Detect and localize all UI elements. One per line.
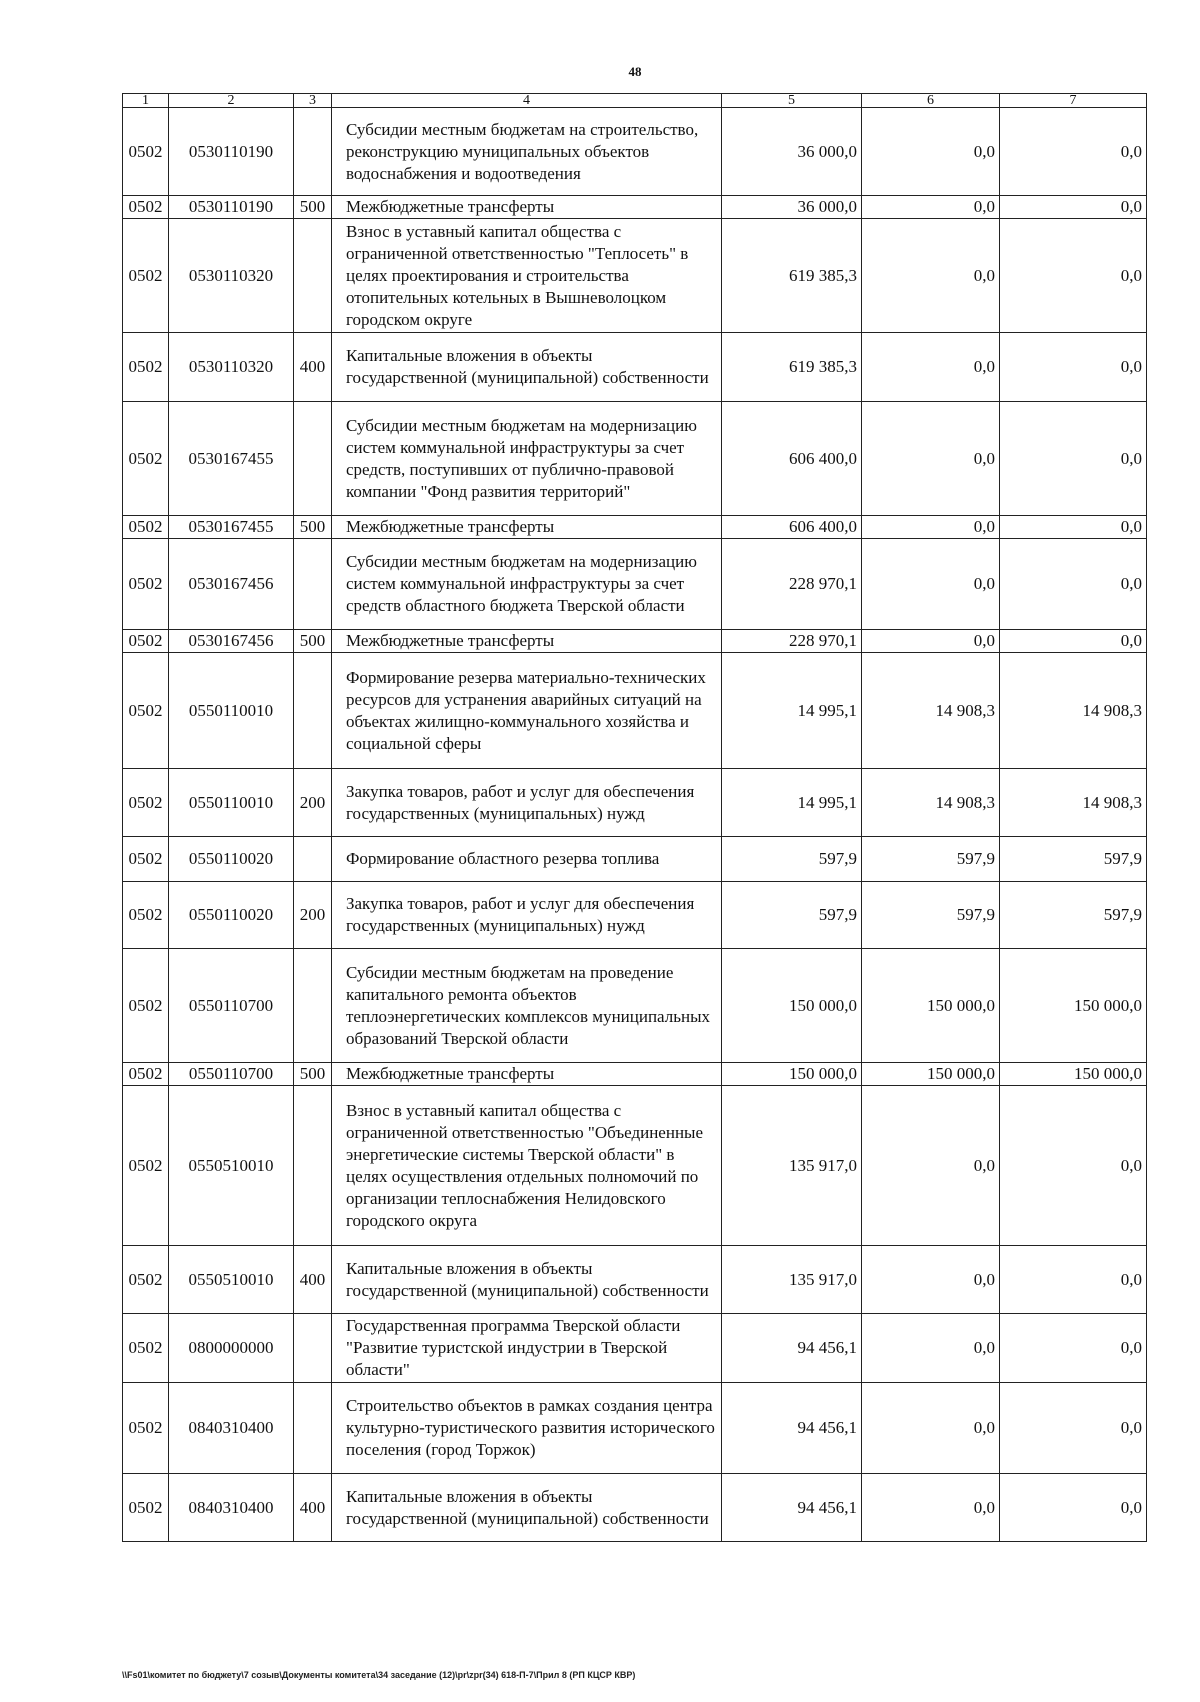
- amount-year2-cell: 0,0: [862, 1314, 1000, 1383]
- amount-year3-cell: 597,9: [1000, 882, 1147, 949]
- amount-year1-cell: 14 995,1: [722, 769, 862, 837]
- column-header: 3: [294, 94, 332, 108]
- amount-year1-cell: 94 456,1: [722, 1314, 862, 1383]
- description-cell: Субсидии местным бюджетам на модернизацию систем коммунальной инфраструктуры за счет средств областного бюджета Тверской области: [332, 539, 722, 630]
- table-row: [123, 1383, 1147, 1474]
- description-cell: Строительство объектов в рамках создания центра культурно-туристического развития исторического поселения (город Торжок): [332, 1383, 722, 1474]
- column-header: 7: [1000, 94, 1147, 108]
- table-row: [123, 949, 1147, 1063]
- table-row: [123, 882, 1147, 949]
- amount-year3-cell: 597,9: [1000, 837, 1147, 882]
- target-article-cell: 0550110020: [169, 837, 294, 882]
- description-cell: Взнос в уставный капитал общества с ограниченной ответственностью "Теплосеть" в целях проектирования и строительства отопительных котельных в Вышневолоцком городском округе: [332, 219, 722, 333]
- description-cell: Капитальные вложения в объекты государственной (муниципальной) собственности: [332, 1246, 722, 1314]
- amount-year2-cell: 0,0: [862, 333, 1000, 402]
- table-row: [123, 837, 1147, 882]
- expense-type-cell: 400: [294, 333, 332, 402]
- amount-year1-cell: 228 970,1: [722, 539, 862, 630]
- section-code-cell: 0502: [123, 219, 169, 333]
- amount-year2-cell: 150 000,0: [862, 1063, 1000, 1086]
- expense-type-cell: 400: [294, 1474, 332, 1542]
- amount-year3-cell: 14 908,3: [1000, 769, 1147, 837]
- target-article-cell: 0530110320: [169, 333, 294, 402]
- description-cell: Субсидии местным бюджетам на строительство, реконструкцию муниципальных объектов водоснабжения и водоотведения: [332, 108, 722, 196]
- section-code-cell: 0502: [123, 837, 169, 882]
- amount-year3-cell: 0,0: [1000, 1383, 1147, 1474]
- amount-year3-cell: 0,0: [1000, 1314, 1147, 1383]
- section-code-cell: 0502: [123, 769, 169, 837]
- amount-year3-cell: 0,0: [1000, 1086, 1147, 1246]
- description-cell: Субсидии местным бюджетам на проведение капитального ремонта объектов теплоэнергетических комплексов муниципальных образований Тверской области: [332, 949, 722, 1063]
- amount-year2-cell: 0,0: [862, 1086, 1000, 1246]
- table-row: [123, 1474, 1147, 1542]
- section-code-cell: 0502: [123, 949, 169, 1063]
- column-header: 5: [722, 94, 862, 108]
- section-code-cell: 0502: [123, 1383, 169, 1474]
- amount-year1-cell: 606 400,0: [722, 516, 862, 539]
- amount-year3-cell: 0,0: [1000, 333, 1147, 402]
- expense-type-cell: [294, 1383, 332, 1474]
- amount-year1-cell: 597,9: [722, 882, 862, 949]
- target-article-cell: 0550510010: [169, 1086, 294, 1246]
- amount-year2-cell: 0,0: [862, 630, 1000, 653]
- amount-year1-cell: 150 000,0: [722, 1063, 862, 1086]
- section-code-cell: 0502: [123, 1314, 169, 1383]
- amount-year1-cell: 36 000,0: [722, 108, 862, 196]
- table-row: [123, 108, 1147, 196]
- table-row: [123, 516, 1147, 539]
- amount-year2-cell: 0,0: [862, 516, 1000, 539]
- table-row: [123, 1086, 1147, 1246]
- section-code-cell: 0502: [123, 630, 169, 653]
- description-cell: Межбюджетные трансферты: [332, 630, 722, 653]
- target-article-cell: 0800000000: [169, 1314, 294, 1383]
- table-row: [123, 333, 1147, 402]
- page-number: 48: [628, 64, 642, 79]
- amount-year2-cell: 0,0: [862, 196, 1000, 219]
- amount-year3-cell: 0,0: [1000, 108, 1147, 196]
- amount-year3-cell: 150 000,0: [1000, 949, 1147, 1063]
- amount-year1-cell: 619 385,3: [722, 219, 862, 333]
- expense-type-cell: 200: [294, 882, 332, 949]
- target-article-cell: 0550510010: [169, 1246, 294, 1314]
- table-row: [123, 769, 1147, 837]
- amount-year2-cell: 14 908,3: [862, 769, 1000, 837]
- expense-type-cell: 200: [294, 769, 332, 837]
- description-cell: Межбюджетные трансферты: [332, 516, 722, 539]
- target-article-cell: 0840310400: [169, 1474, 294, 1542]
- table-row: [123, 196, 1147, 219]
- table-row: [123, 1246, 1147, 1314]
- target-article-cell: 0530110190: [169, 196, 294, 219]
- amount-year3-cell: 0,0: [1000, 402, 1147, 516]
- expense-type-cell: [294, 1086, 332, 1246]
- description-cell: Субсидии местным бюджетам на модернизацию систем коммунальной инфраструктуры за счет средств, поступивших от публично-правовой компании "Фонд развития территорий": [332, 402, 722, 516]
- description-cell: Взнос в уставный капитал общества с ограниченной ответственностью "Объединенные энергетические системы Тверской области" в целях осуществления отдельных полномочий по организации теплоснабжения Нелидовского городского округа: [332, 1086, 722, 1246]
- expense-type-cell: [294, 837, 332, 882]
- expense-type-cell: [294, 108, 332, 196]
- target-article-cell: 0530110320: [169, 219, 294, 333]
- amount-year2-cell: 0,0: [862, 1246, 1000, 1314]
- amount-year1-cell: 94 456,1: [722, 1474, 862, 1542]
- table-header-row: [123, 94, 1147, 108]
- amount-year1-cell: 135 917,0: [722, 1246, 862, 1314]
- amount-year2-cell: 597,9: [862, 837, 1000, 882]
- section-code-cell: 0502: [123, 653, 169, 769]
- column-header: 4: [332, 94, 722, 108]
- expense-type-cell: 400: [294, 1246, 332, 1314]
- target-article-cell: 0530167456: [169, 539, 294, 630]
- amount-year1-cell: 228 970,1: [722, 630, 862, 653]
- target-article-cell: 0550110020: [169, 882, 294, 949]
- amount-year3-cell: 14 908,3: [1000, 653, 1147, 769]
- expense-type-cell: 500: [294, 1063, 332, 1086]
- target-article-cell: 0550110010: [169, 769, 294, 837]
- amount-year2-cell: 150 000,0: [862, 949, 1000, 1063]
- expense-type-cell: 500: [294, 516, 332, 539]
- target-article-cell: 0550110700: [169, 1063, 294, 1086]
- amount-year2-cell: 0,0: [862, 219, 1000, 333]
- section-code-cell: 0502: [123, 1246, 169, 1314]
- amount-year2-cell: 0,0: [862, 1474, 1000, 1542]
- description-cell: Межбюджетные трансферты: [332, 1063, 722, 1086]
- expense-type-cell: 500: [294, 630, 332, 653]
- amount-year3-cell: 0,0: [1000, 219, 1147, 333]
- target-article-cell: 0530167455: [169, 402, 294, 516]
- target-article-cell: 0530110190: [169, 108, 294, 196]
- amount-year1-cell: 619 385,3: [722, 333, 862, 402]
- amount-year3-cell: 0,0: [1000, 196, 1147, 219]
- amount-year2-cell: 0,0: [862, 108, 1000, 196]
- amount-year3-cell: 150 000,0: [1000, 1063, 1147, 1086]
- table-row: [123, 539, 1147, 630]
- description-cell: Закупка товаров, работ и услуг для обеспечения государственных (муниципальных) нужд: [332, 882, 722, 949]
- section-code-cell: 0502: [123, 1474, 169, 1542]
- expense-type-cell: [294, 653, 332, 769]
- target-article-cell: 0530167456: [169, 630, 294, 653]
- description-cell: Капитальные вложения в объекты государственной (муниципальной) собственности: [332, 333, 722, 402]
- section-code-cell: 0502: [123, 196, 169, 219]
- table-row: [123, 219, 1147, 333]
- amount-year1-cell: 94 456,1: [722, 1383, 862, 1474]
- table-row: [123, 1063, 1147, 1086]
- amount-year1-cell: 36 000,0: [722, 196, 862, 219]
- section-code-cell: 0502: [123, 1086, 169, 1246]
- description-cell: Закупка товаров, работ и услуг для обеспечения государственных (муниципальных) нужд: [332, 769, 722, 837]
- table-row: [123, 1314, 1147, 1383]
- expense-type-cell: [294, 402, 332, 516]
- amount-year3-cell: 0,0: [1000, 516, 1147, 539]
- table-row: [123, 402, 1147, 516]
- section-code-cell: 0502: [123, 516, 169, 539]
- expense-type-cell: [294, 949, 332, 1063]
- target-article-cell: 0550110010: [169, 653, 294, 769]
- amount-year2-cell: 14 908,3: [862, 653, 1000, 769]
- amount-year1-cell: 135 917,0: [722, 1086, 862, 1246]
- amount-year3-cell: 0,0: [1000, 539, 1147, 630]
- target-article-cell: 0530167455: [169, 516, 294, 539]
- column-header: 1: [123, 94, 169, 108]
- section-code-cell: 0502: [123, 402, 169, 516]
- description-cell: Формирование областного резерва топлива: [332, 837, 722, 882]
- amount-year2-cell: 0,0: [862, 539, 1000, 630]
- amount-year3-cell: 0,0: [1000, 1246, 1147, 1314]
- expense-type-cell: [294, 219, 332, 333]
- amount-year2-cell: 0,0: [862, 1383, 1000, 1474]
- target-article-cell: 0550110700: [169, 949, 294, 1063]
- expense-type-cell: [294, 1314, 332, 1383]
- description-cell: Государственная программа Тверской области "Развитие туристской индустрии в Тверской области": [332, 1314, 722, 1383]
- amount-year3-cell: 0,0: [1000, 1474, 1147, 1542]
- amount-year1-cell: 150 000,0: [722, 949, 862, 1063]
- column-header: 6: [862, 94, 1000, 108]
- amount-year3-cell: 0,0: [1000, 630, 1147, 653]
- budget-table: [122, 93, 1147, 1542]
- description-cell: Формирование резерва материально-технических ресурсов для устранения аварийных ситуаций на объектах жилищно-коммунального хозяйства и социальной сферы: [332, 653, 722, 769]
- expense-type-cell: [294, 539, 332, 630]
- table-row: [123, 653, 1147, 769]
- column-header: 2: [169, 94, 294, 108]
- amount-year2-cell: 0,0: [862, 402, 1000, 516]
- amount-year1-cell: 606 400,0: [722, 402, 862, 516]
- expense-type-cell: 500: [294, 196, 332, 219]
- section-code-cell: 0502: [123, 1063, 169, 1086]
- amount-year1-cell: 14 995,1: [722, 653, 862, 769]
- section-code-cell: 0502: [123, 333, 169, 402]
- amount-year2-cell: 597,9: [862, 882, 1000, 949]
- section-code-cell: 0502: [123, 108, 169, 196]
- section-code-cell: 0502: [123, 539, 169, 630]
- footer-file-path: \\Fs01\комитет по бюджету\7 созыв\Документы комитета\34 заседание (12)\pr\zpr(34) 618-П-7\Прил 8 (РП КЦСР КВР): [122, 1670, 636, 1680]
- section-code-cell: 0502: [123, 882, 169, 949]
- amount-year1-cell: 597,9: [722, 837, 862, 882]
- description-cell: Межбюджетные трансферты: [332, 196, 722, 219]
- description-cell: Капитальные вложения в объекты государственной (муниципальной) собственности: [332, 1474, 722, 1542]
- target-article-cell: 0840310400: [169, 1383, 294, 1474]
- table-row: [123, 630, 1147, 653]
